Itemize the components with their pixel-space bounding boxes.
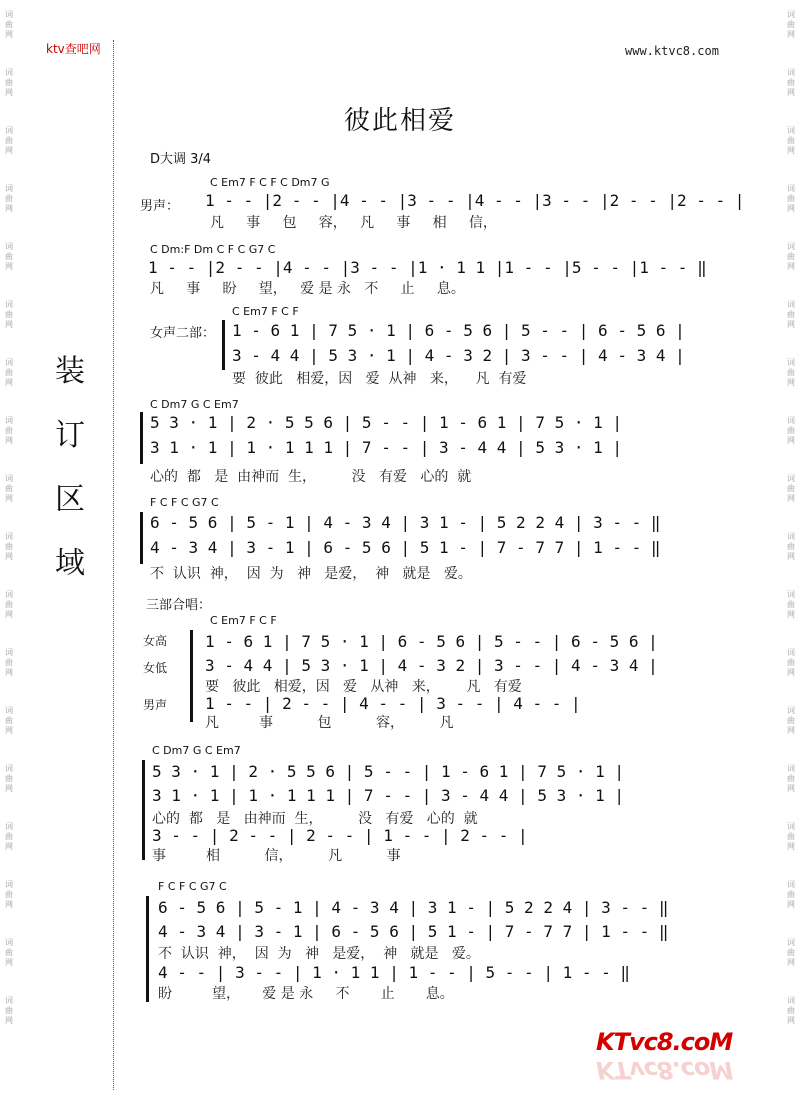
watermark-char: 词 [787,416,795,425]
watermark-char: 词 [787,880,795,889]
watermark-group [784,590,798,620]
watermark-char: 词 [5,996,13,1005]
site-url[interactable]: www.ktvc8.com [625,44,719,58]
score-row-male: 4 - - | 3 - - | 1 · 1 1 | 1 - - | 5 - - | 1 - - ‖ [158,963,631,982]
watermark-char: 网 [787,726,795,735]
score-row-lower: 4 - 3 4 | 3 - 1 | 6 - 5 6 | 5 1 - | 7 - 7 7 | 1 - - ‖ [150,538,661,557]
watermark-group [2,648,16,678]
watermark-char: 网 [5,1016,13,1025]
watermark-char: 曲 [5,310,13,319]
watermark-char: 曲 [787,600,795,609]
watermark-char: 词 [787,648,795,657]
watermark-char: 词 [5,532,13,541]
watermark-char: 曲 [787,542,795,551]
watermark-char: 网 [787,552,795,561]
watermark-group [2,242,16,272]
chord-row: C Em7 F C F [210,614,277,627]
part-label: 三部合唱： [146,598,212,613]
watermark-char: 词 [5,184,13,193]
watermark-char: 词 [787,68,795,77]
watermark-char: 曲 [5,426,13,435]
voice-label-alto: 女低 [143,661,168,675]
watermark-char: 网 [787,30,795,39]
watermark-group [2,880,16,910]
score-row-upper: 6 - 5 6 | 5 - 1 | 4 - 3 4 | 3 1 - | 5 2 2 4 | 3 - - ‖ [158,898,669,917]
staff-brace [140,412,143,464]
score-row-lower: 3 1 · 1 | 1 · 1 1 1 | 7 - - | 3 - 4 4 | 5 3 · 1 | [152,786,625,805]
watermark-char: 网 [5,436,13,445]
watermark-char: 词 [5,126,13,135]
watermark-char: 曲 [5,658,13,667]
watermark-group [2,10,16,40]
watermark-char: 网 [5,146,13,155]
watermark-char: 曲 [787,20,795,29]
binding-dotted-line [113,40,114,1090]
watermark-char: 词 [5,590,13,599]
staff-brace [222,320,225,370]
watermark-group [2,358,16,388]
binding-char: 区 [55,482,85,517]
chord-row: F C F C G7 C [158,880,227,893]
watermark-char: 网 [787,668,795,677]
watermark-group [2,474,16,504]
watermark-group [784,300,798,330]
watermark-group [784,706,798,736]
watermark-char: 词 [5,706,13,715]
score-row-upper: 5 3 · 1 | 2 · 5 5 6 | 5 - - | 1 - 6 1 | 7 5 · 1 | [150,413,623,432]
watermark-char: 词 [5,68,13,77]
binding-area-label [50,340,90,596]
staff-brace [142,760,145,860]
lyric-row: 要 彼此 相爱，因 爱 从神 来， 凡 有爱 [232,371,527,387]
lyric-row-male: 盼 望， 爱 是 永 不 止 息。 [158,986,454,1002]
watermark-char: 曲 [787,1006,795,1015]
chord-row: C Dm:F Dm C F C G7 C [150,243,276,256]
watermark-char: 网 [5,204,13,213]
watermark-group [2,764,16,794]
score-row-male: 3 - - | 2 - - | 2 - - | 1 - - | 2 - - | [152,826,528,845]
watermark-char: 词 [5,416,13,425]
chord-row: C Em7 F C F [232,305,299,318]
watermark-char: 网 [787,1016,795,1025]
watermark-char: 曲 [5,716,13,725]
watermark-char: 曲 [787,78,795,87]
watermark-char: 词 [787,532,795,541]
lyric-row: 心的 都 是 由神而 生， 没 有爱 心的 就 [150,469,472,485]
watermark-char: 网 [5,958,13,967]
watermark-char: 词 [787,706,795,715]
watermark-char: 词 [5,880,13,889]
binding-char: 订 [55,418,85,453]
watermark-char: 曲 [787,136,795,145]
watermark-group [2,938,16,968]
watermark-char: 网 [5,610,13,619]
watermark-char: 网 [787,784,795,793]
watermark-char: 网 [5,726,13,735]
watermark-group [2,68,16,98]
chord-row: C Em7 F C F C Dm7 G [210,176,330,189]
score-row-upper: 1 - 6 1 | 7 5 · 1 | 6 - 5 6 | 5 - - | 6 - 5 6 | [232,321,685,340]
watermark-char: 网 [787,842,795,851]
lyric-row: 不 认识 神， 因 为 神 是爱， 神 就是 爱。 [158,946,480,962]
ktvc8-logo-reflection: KTvc8.coM [596,1056,733,1084]
watermark-char: 曲 [787,890,795,899]
watermark-char: 曲 [787,948,795,957]
watermark-char: 曲 [5,194,13,203]
watermark-char: 曲 [5,542,13,551]
watermark-char: 曲 [787,484,795,493]
watermark-char: 曲 [787,774,795,783]
score-row-upper: 1 - 6 1 | 7 5 · 1 | 6 - 5 6 | 5 - - | 6 - 5 6 | [205,632,658,651]
watermark-char: 词 [5,474,13,483]
watermark-char: 网 [787,320,795,329]
watermark-char: 词 [787,126,795,135]
watermark-group [784,996,798,1026]
chord-row: C Dm7 G C Em7 [152,744,241,757]
watermark-char: 网 [787,900,795,909]
watermark-group [784,532,798,562]
watermark-group [784,764,798,794]
watermark-group [784,10,798,40]
right-watermark [784,10,798,1054]
watermark-char: 词 [5,648,13,657]
score-row: 1 - - |2 - - |4 - - |3 - - |1 · 1 1 |1 - - |5 - - |1 - - ‖ [148,258,707,277]
watermark-group [784,648,798,678]
voice-label-soprano: 女高 [143,634,168,648]
watermark-char: 词 [5,822,13,831]
watermark-char: 网 [5,494,13,503]
lyric-row: 不 认识 神， 因 为 神 是爱， 神 就是 爱。 [150,566,472,582]
watermark-group [784,474,798,504]
watermark-char: 曲 [787,368,795,377]
staff-brace [146,896,149,1002]
score-row-lower: 3 - 4 4 | 5 3 · 1 | 4 - 3 2 | 3 - - | 4 - 3 4 | [232,346,685,365]
watermark-char: 网 [787,88,795,97]
watermark-char: 网 [787,494,795,503]
watermark-char: 网 [5,30,13,39]
watermark-char: 网 [787,958,795,967]
watermark-char: 网 [787,378,795,387]
watermark-char: 曲 [787,716,795,725]
watermark-char: 网 [5,378,13,387]
watermark-group [784,242,798,272]
score-row-upper: 6 - 5 6 | 5 - 1 | 4 - 3 4 | 3 1 - | 5 2 2 4 | 3 - - ‖ [150,513,661,532]
watermark-char: 曲 [787,252,795,261]
watermark-group [2,300,16,330]
lyric-row: 凡 事 包 容， 凡 事 相 信， [210,215,497,231]
watermark-char: 曲 [5,368,13,377]
watermark-group [2,822,16,852]
watermark-char: 曲 [5,1006,13,1015]
watermark-char: 词 [787,590,795,599]
watermark-group [784,68,798,98]
score-row-lower: 3 1 · 1 | 1 · 1 1 1 | 7 - - | 3 - 4 4 | 5 3 · 1 | [150,438,623,457]
watermark-char: 网 [787,436,795,445]
score-row-lower: 4 - 3 4 | 3 - 1 | 6 - 5 6 | 5 1 - | 7 - 7 7 | 1 - - ‖ [158,922,669,941]
watermark-char: 词 [787,764,795,773]
watermark-char: 网 [5,552,13,561]
watermark-char: 曲 [787,310,795,319]
watermark-char: 词 [5,358,13,367]
watermark-char: 曲 [787,426,795,435]
watermark-char: 曲 [787,194,795,203]
watermark-group [2,706,16,736]
watermark-char: 网 [5,320,13,329]
song-title: 彼此相爱 [343,106,456,136]
staff-brace [190,630,193,722]
lyric-row: 要 彼此 相爱，因 爱 从神 来， 凡 有爱 [205,679,522,695]
watermark-group [784,358,798,388]
watermark-char: 曲 [5,832,13,841]
watermark-char: 网 [5,668,13,677]
watermark-char: 曲 [5,136,13,145]
watermark-char: 词 [787,996,795,1005]
watermark-group [784,822,798,852]
watermark-char: 曲 [5,600,13,609]
part-label: 女声二部： [150,326,216,341]
ktvc8-logo[interactable]: KTvc8.coM [596,1028,733,1056]
watermark-group [2,184,16,214]
watermark-char: 词 [787,10,795,19]
watermark-char: 网 [787,610,795,619]
watermark-group [2,416,16,446]
score-row: 1 - - |2 - - |4 - - |3 - - |4 - - |3 - - |2 - - |2 - - | [205,191,745,210]
key-signature: D大调 3/4 [150,152,212,167]
watermark-char: 词 [787,474,795,483]
watermark-char: 词 [787,300,795,309]
watermark-char: 曲 [5,252,13,261]
watermark-char: 网 [5,784,13,793]
watermark-char: 词 [787,822,795,831]
left-watermark [2,10,16,1054]
binding-char: 装 [55,354,85,389]
watermark-char: 词 [787,184,795,193]
watermark-char: 网 [5,88,13,97]
watermark-group [2,532,16,562]
score-row-male: 1 - - | 2 - - | 4 - - | 3 - - | 4 - - | [205,694,581,713]
watermark-char: 曲 [787,658,795,667]
binding-char: 域 [55,546,85,581]
lyric-row-male: 凡 事 包 容， 凡 [205,715,454,731]
part-label: 男声： [140,199,180,214]
watermark-char: 曲 [5,78,13,87]
watermark-char: 曲 [5,20,13,29]
watermark-char: 词 [787,938,795,947]
chord-row: C Dm7 G C Em7 [150,398,239,411]
watermark-char: 网 [5,262,13,271]
watermark-char: 词 [787,358,795,367]
staff-brace [140,512,143,564]
lyric-row-male: 事 相 信， 凡 事 [152,848,401,864]
chord-row: F C F C G7 C [150,496,219,509]
watermark-char: 曲 [5,774,13,783]
watermark-char: 词 [5,300,13,309]
lyric-row: 心的 都 是 由神而 生， 没 有爱 心的 就 [152,811,478,827]
watermark-char: 网 [5,900,13,909]
watermark-char: 曲 [5,948,13,957]
watermark-group [784,416,798,446]
watermark-char: 曲 [5,484,13,493]
watermark-char: 网 [787,262,795,271]
watermark-char: 词 [5,938,13,947]
watermark-group [784,184,798,214]
score-row-lower: 3 - 4 4 | 5 3 · 1 | 4 - 3 2 | 3 - - | 4 - 3 4 | [205,656,658,675]
lyric-row: 凡 事 盼 望， 爱 是 永 不 止 息。 [150,281,465,297]
watermark-char: 曲 [5,890,13,899]
watermark-group [2,590,16,620]
watermark-char: 词 [5,242,13,251]
watermark-group [2,996,16,1026]
score-row-upper: 5 3 · 1 | 2 · 5 5 6 | 5 - - | 1 - 6 1 | 7 5 · 1 | [152,762,625,781]
watermark-group [784,880,798,910]
watermark-char: 词 [787,242,795,251]
watermark-char: 网 [787,146,795,155]
watermark-char: 曲 [787,832,795,841]
watermark-group [784,938,798,968]
watermark-char: 词 [5,764,13,773]
site-name[interactable]: ktv查吧网 [46,42,101,56]
voice-label-male: 男声 [143,698,168,712]
watermark-char: 网 [5,842,13,851]
watermark-char: 网 [787,204,795,213]
watermark-char: 词 [5,10,13,19]
